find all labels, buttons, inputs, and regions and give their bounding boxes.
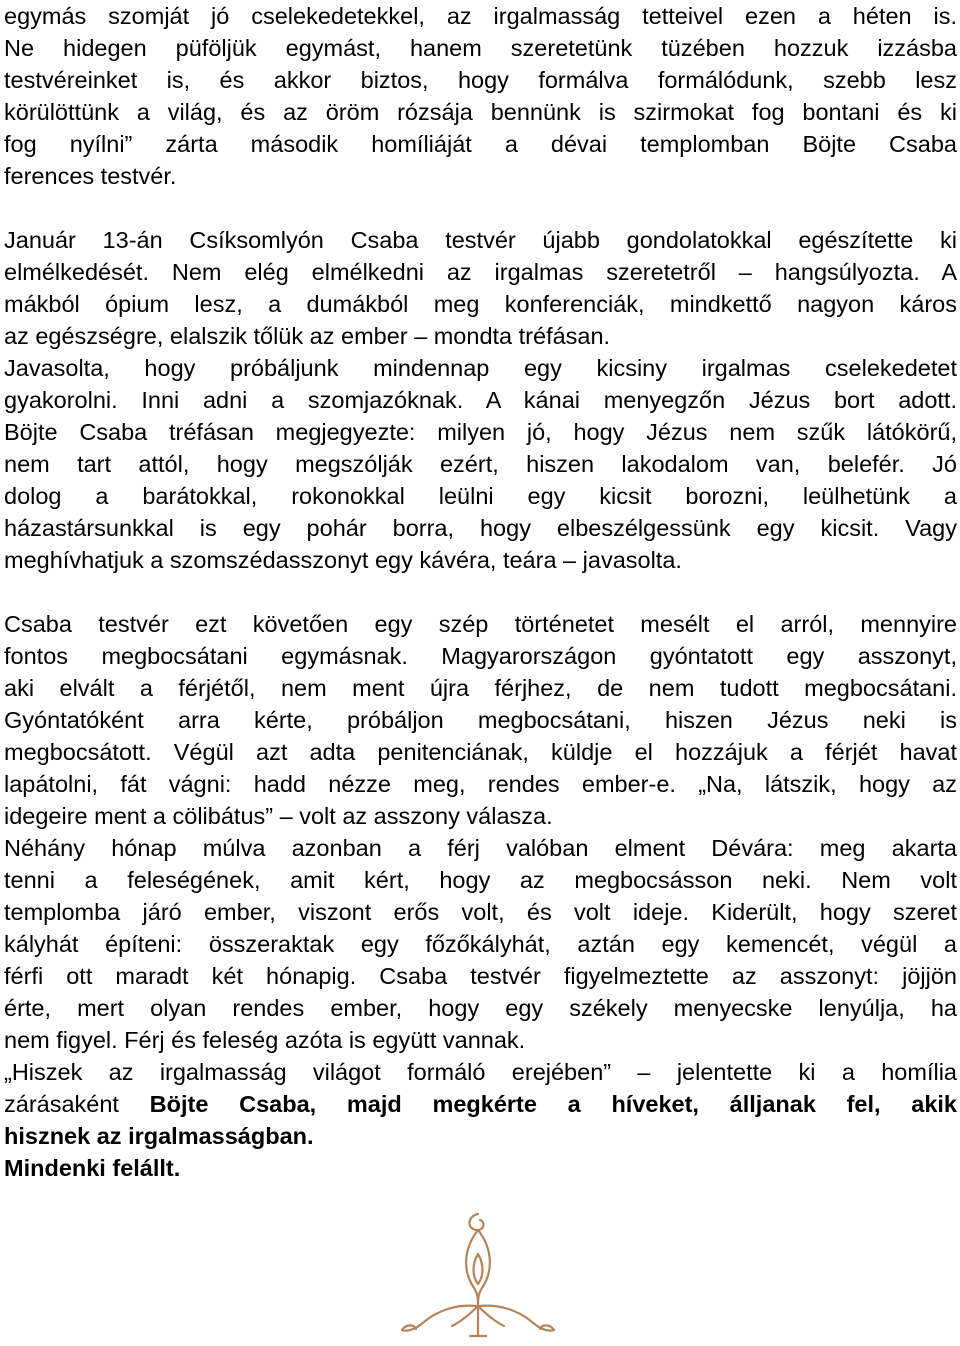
paragraph-spacer <box>4 576 957 608</box>
text-line: egymás szomját jó cselekedetekkel, az irgalmasság tetteivel ezen a héten is. <box>4 3 957 29</box>
text-line: férfi ott maradt két hónapig. Csaba testvér figyelmeztette az asszonyt: jöjjön <box>4 963 957 989</box>
text-line: házastársunkkal is egy pohár borra, hogy elbeszélgessünk egy kicsit. Vagy <box>4 515 957 541</box>
text-line: aki elvált a férjétől, nem ment újra férjhez, de nem tudott megbocsátani. <box>4 675 957 701</box>
fleur-ornament-icon <box>398 1208 558 1341</box>
text-line: „Hiszek az irgalmasság világot formáló erejében” – jelentette ki a homília <box>4 1059 957 1085</box>
paragraph <box>4 0 957 192</box>
bold-text-line: Mindenki felállt. <box>4 1155 181 1181</box>
text-line: idegeire ment a cölibátus” – volt az asszony válasza. <box>4 803 553 829</box>
paragraph <box>4 224 957 576</box>
closing-paragraph <box>4 1056 957 1184</box>
text-line: mákból ópium lesz, a dumákból meg konferenciák, mindkettő nagyon káros <box>4 291 957 317</box>
text-line: Csaba testvér ezt követően egy szép történetet mesélt el arról, mennyire <box>4 611 957 637</box>
text-line: testvéreinket is, és akkor biztos, hogy formálva formálódunk, szebb lesz <box>4 67 957 93</box>
text-line: Január 13-án Csíksomlyón Csaba testvér újabb gondolatokkal egészítette ki <box>4 227 957 253</box>
text-line: Gyóntatóként arra kérte, próbáljon megbocsátani, hiszen Jézus neki is <box>4 707 957 733</box>
text-line: nem figyel. Férj és feleség azóta is együtt vannak. <box>4 1027 526 1053</box>
text-line <box>4 1088 957 1120</box>
bold-text-line: hisznek az irgalmasságban. <box>4 1123 314 1149</box>
text-line: lapátolni, fát vágni: hadd nézze meg, rendes ember-e. „Na, látszik, hogy az <box>4 771 957 797</box>
text-line: dolog a barátokkal, rokonokkal leülni egy kicsit borozni, leülhetünk a <box>4 483 957 509</box>
document-body <box>4 0 957 1184</box>
text-line: Böjte Csaba tréfásan megjegyezte: milyen jó, hogy Jézus nem szűk látókörű, <box>4 419 957 445</box>
text-line: körülöttünk a világ, és az öröm rózsája bennünk is szirmokat fog bontani és ki <box>4 99 957 125</box>
text-line: templomba járó ember, viszont erős volt, és volt ideje. Kiderült, hogy szeret <box>4 899 957 925</box>
text-line: nem tart attól, hogy megszólják ezért, hiszen lakodalom van, belefér. Jó <box>4 451 957 477</box>
text-line: fontos megbocsátani egymásnak. Magyarországon gyóntatott egy asszonyt, <box>4 643 957 669</box>
text-line: ferences testvér. <box>4 163 177 189</box>
text-segment: zárásaként <box>4 1091 150 1117</box>
text-line: elmélkedését. Nem elég elmélkedni az irgalmas szeretetről – hangsúlyozta. A <box>4 259 957 285</box>
paragraph-spacer <box>4 192 957 224</box>
text-line: az egészségre, elalszik tőlük az ember – mondta tréfásan. <box>4 323 611 349</box>
paragraph <box>4 608 957 1056</box>
bold-text-segment: Böjte Csaba, majd megkérte a híveket, álljanak fel, akik <box>149 1091 957 1117</box>
text-line: tenni a feleségének, amit kért, hogy az megbocsásson neki. Nem volt <box>4 867 957 893</box>
text-line: kályhát építeni: összeraktak egy főzőkályhát, aztán egy kemencét, végül a <box>4 931 957 957</box>
text-line: Néhány hónap múlva azonban a férj valóban elment Dévára: meg akarta <box>4 835 957 861</box>
text-line: Ne hidegen püföljük egymást, hanem szeretetünk tüzében hozzuk izzásba <box>4 35 957 61</box>
text-line: meghívhatjuk a szomszédasszonyt egy kávéra, teára – javasolta. <box>4 547 682 573</box>
text-line: megbocsátott. Végül azt adta penitenciának, küldje el hozzájuk a férjét havat <box>4 739 957 765</box>
text-line: érte, mert olyan rendes ember, hogy egy székely menyecske lenyúlja, ha <box>4 995 957 1021</box>
text-line: fog nyílni” zárta második homíliáját a dévai templomban Böjte Csaba <box>4 131 957 157</box>
text-line: Javasolta, hogy próbáljunk mindennap egy kicsiny irgalmas cselekedetet <box>4 355 957 381</box>
text-line: gyakorolni. Inni adni a szomjazóknak. A kánai menyegzőn Jézus bort adott. <box>4 387 957 413</box>
